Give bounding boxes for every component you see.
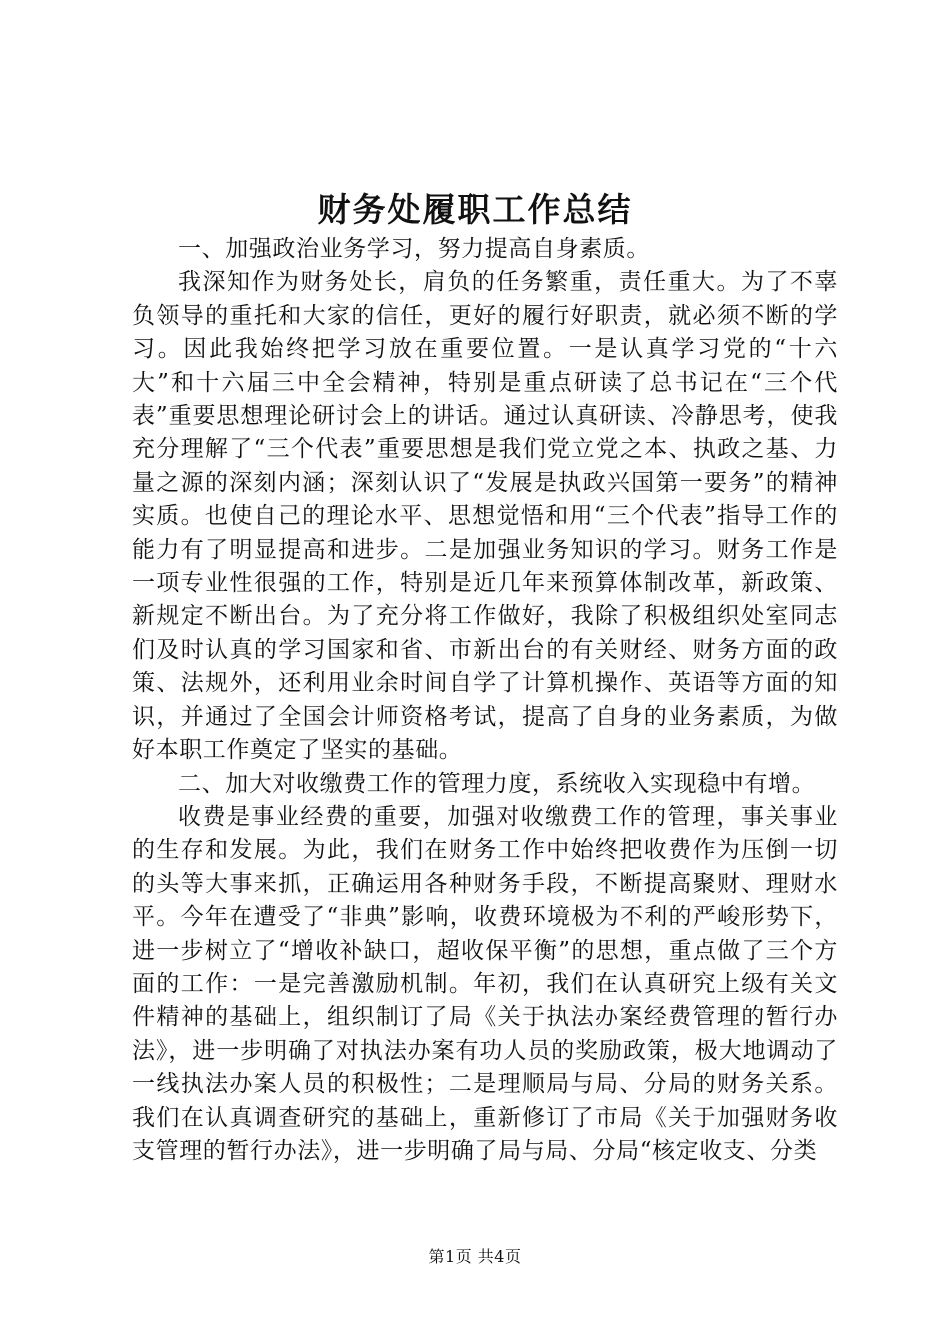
section-heading-1: 一、加强政治业务学习，努力提高自身素质。 — [178, 236, 650, 262]
body-paragraph: 我深知作为财务处长，肩负的任务繁重，责任重大。为了不辜负领导的重托和大家的信任，更好的履行好职责，就必须不断的学习。因此我始终把学习放在重要位置。一是认真学习党的“十六大”和十六届三中全会精神，特别是重点研读了总书记在“三个代表”重要思想理论研讨会上的讲话。通过认真研读、冷静思考，使我充分理解了“三个代表”重要思想是我们党立党之本、执政之基、力量之源的深刻内涵；深刻认识了“发展是执政兴国第一要务”的精神实质。也使自己的理论水平、思想觉悟和用“三个代表”指导工作的能力有了明显提高和进步。二是加强业务知识的学习。财务工作是一项专业性很强的工作，特别是近几年来预算体制改革，新政策、新规定不断出台。为了充分将工作做好，我除了积极组织处室同志们及时认真的学习国家和省、市新出台的有关财经、财务方面的政策、法规外，还利用业余时间自学了计算机操作、英语等方面的知识，并通过了全国会计师资格考试，提高了自身的业务素质，为做好本职工作奠定了坚实的基础。 — [132, 269, 838, 764]
document-title: 财务处履职工作总结 — [317, 190, 633, 229]
document-body — [132, 233, 838, 1168]
section-heading-2: 二、加大对收缴费工作的管理力度，系统收入实现稳中有增。 — [178, 770, 816, 797]
body-paragraph: 收费是事业经费的重要，加强对收缴费工作的管理，事关事业的生存和发展。为此，我们在财务工作中始终把收费作为压倒一切的头等大事来抓，正确运用各种财务手段，不断提高聚财、理财水平。今年在遭受了“非典”影响，收费环境极为不利的严峻形势下，进一步树立了“增收补缺口，超收保平衡”的思想，重点做了三个方面的工作：一是完善激励机制。年初，我们在认真研究上级有关文件精神的基础上，组织制订了局《关于执法办案经费管理的暂行办法》，进一步明确了对执法办案有功人员的奖励政策，极大地调动了一线执法办案人员的积极性；二是理顺局与局、分局的财务关系。我们在认真调查研究的基础上，重新修订了市局《关于加强财务收支管理的暂行办法》，进一步明确了局与局、分局“核定收支、分类 — [132, 803, 838, 1164]
page-number-footer: 第1页 共4页 — [428, 1247, 522, 1266]
